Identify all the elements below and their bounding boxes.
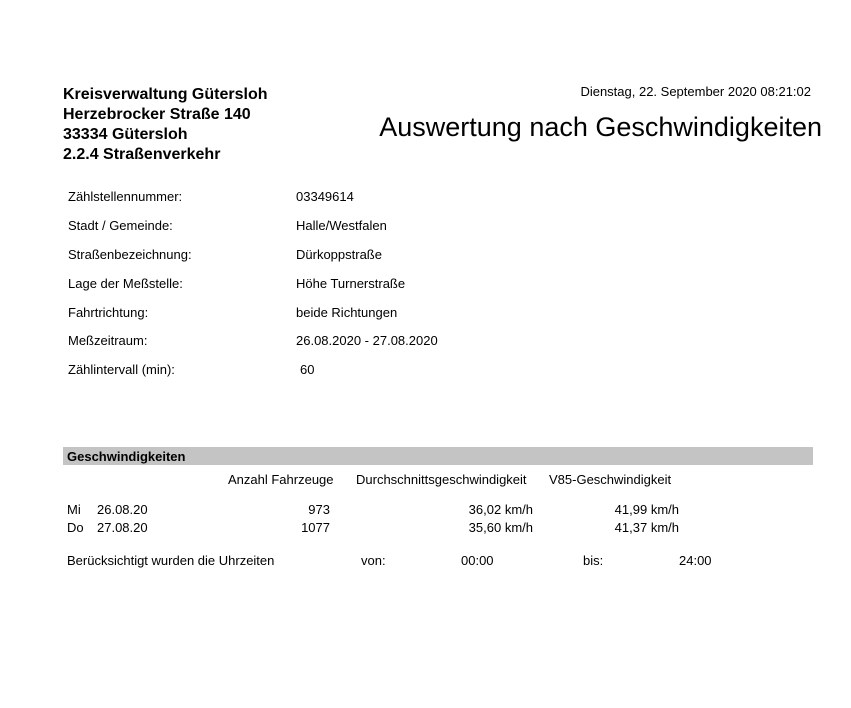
time-from-value: 00:00 — [461, 553, 494, 568]
organisation-name: Kreisverwaltung Gütersloh — [63, 86, 268, 103]
row-weekday: Mi — [67, 502, 81, 517]
section-header-speeds — [63, 447, 813, 465]
time-range-label: Berücksichtigt wurden die Uhrzeiten — [67, 553, 275, 568]
organisation-department: 2.2.4 Straßenverkehr — [63, 146, 221, 163]
section-title: Geschwindigkeiten — [67, 449, 186, 464]
info-value-street: Dürkoppstraße — [296, 247, 382, 262]
time-from-label: von: — [361, 553, 386, 568]
row-date: 27.08.20 — [97, 520, 148, 535]
time-to-label: bis: — [583, 553, 604, 568]
info-label-station: Zählstellennummer: — [68, 189, 183, 204]
row-average-speed: 35,60 km/h — [468, 520, 533, 535]
column-header-count: Anzahl Fahrzeuge — [228, 472, 334, 487]
column-header-average-speed: Durchschnittsgeschwindigkeit — [356, 472, 527, 487]
row-average-speed: 36,02 km/h — [468, 502, 533, 517]
report-title: Auswertung nach Geschwindigkeiten — [379, 112, 822, 142]
info-label-street: Straßenbezeichnung: — [68, 247, 192, 262]
info-value-interval: 60 — [300, 362, 315, 377]
info-label-direction: Fahrtrichtung: — [68, 305, 149, 320]
row-weekday: Do — [67, 520, 84, 535]
info-value-direction: beide Richtungen — [296, 305, 398, 320]
row-date: 26.08.20 — [97, 502, 148, 517]
organisation-street: Herzebrocker Straße 140 — [63, 106, 251, 123]
info-label-city: Stadt / Gemeinde: — [68, 218, 173, 233]
column-header-v85-speed: V85-Geschwindigkeit — [549, 472, 672, 487]
info-value-city: Halle/Westfalen — [296, 218, 387, 233]
time-to-value: 24:00 — [679, 553, 712, 568]
info-label-period: Meßzeitraum: — [68, 333, 148, 348]
info-value-station: 03349614 — [296, 189, 354, 204]
row-vehicle-count: 1077 — [301, 520, 330, 535]
row-v85-speed: 41,99 km/h — [614, 502, 679, 517]
row-vehicle-count: 973 — [308, 502, 330, 517]
info-value-location: Höhe Turnerstraße — [296, 276, 406, 291]
info-label-location: Lage der Meßstelle: — [68, 276, 183, 291]
info-value-period: 26.08.2020 - 27.08.2020 — [296, 333, 438, 348]
info-label-interval: Zählintervall (min): — [68, 362, 175, 377]
organisation-city: 33334 Gütersloh — [63, 126, 188, 143]
row-v85-speed: 41,37 km/h — [614, 520, 679, 535]
report-timestamp: Dienstag, 22. September 2020 08:21:02 — [580, 84, 811, 99]
